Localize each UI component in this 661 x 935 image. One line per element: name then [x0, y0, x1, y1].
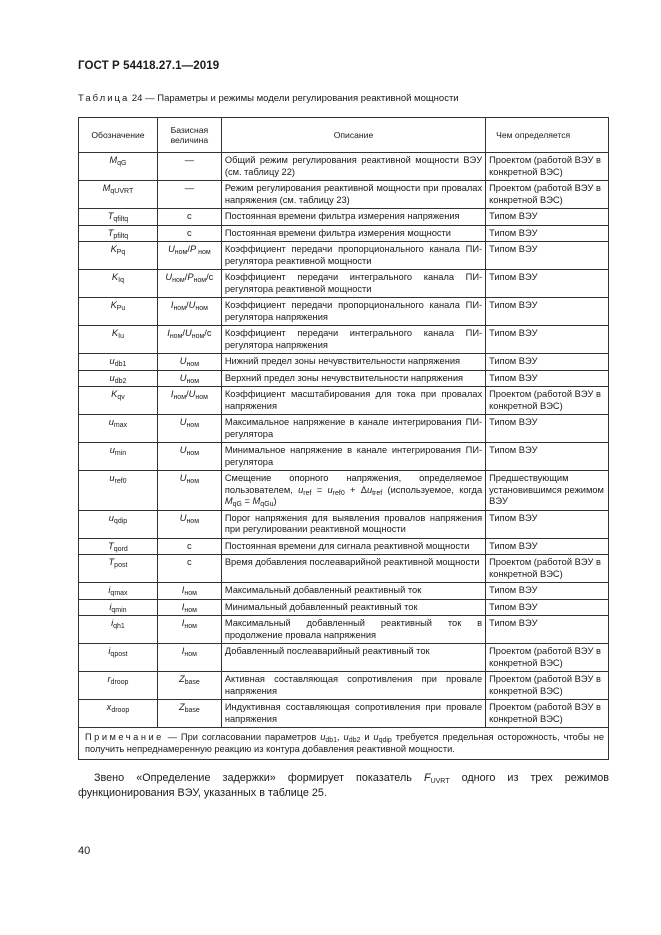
defined-by: Проектом (работой ВЭУ в конкретной ВЭС) [486, 672, 609, 700]
table-body [79, 153, 609, 728]
defined-by: Проектом (работой ВЭУ в конкретной ВЭС) [486, 153, 609, 181]
defined-by: Типом ВЭУ [486, 354, 609, 371]
column-header-description: Описание [221, 118, 485, 153]
parameter-description: Нижний предел зоны нечувствительности напряжения [221, 354, 485, 371]
defined-by: Типом ВЭУ [486, 538, 609, 555]
parameter-description: Общий режим регулирования реактивной мощности ВЭУ (см. таблицу 22) [221, 153, 485, 181]
table-caption-title: — Параметры и режимы модели регулирования реактивной мощности [142, 93, 459, 104]
parameter-symbol: $x_{droop}$ [79, 700, 158, 728]
table-row [79, 555, 609, 583]
body-paragraph: Звено «Определение задержки» формирует показатель $F_{UVRT}$ одного из трех режимов функционирования ВЭУ, указанных в таблице 25. [78, 772, 609, 799]
defined-by: Типом ВЭУ [486, 599, 609, 616]
parameter-description: Смещение опорного напряжения, определяемое пользователем, $u_{ref} = u_{ref0} + \Delta u_{tref}$ (используемое, когда $M_{qG} = M_{qGu}$) [221, 471, 485, 511]
base-quantity: $Z_{base}$ [157, 700, 221, 728]
table-note-row [79, 728, 609, 760]
defined-by: Проектом (работой ВЭУ в конкретной ВЭС) [486, 181, 609, 209]
parameter-symbol: $u_{max}$ [79, 415, 158, 443]
table-row [79, 209, 609, 226]
parameter-description: Максимальный добавленный реактивный ток в продолжение провала напряжения [221, 616, 485, 644]
parameter-symbol: $K_{Pu}$ [79, 298, 158, 326]
defined-by: Проектом (работой ВЭУ в конкретной ВЭС) [486, 700, 609, 728]
parameter-symbol: $K_{qv}$ [79, 387, 158, 415]
defined-by: Проектом (работой ВЭУ в конкретной ВЭС) [486, 555, 609, 583]
defined-by: Предшествующим установившимся режимом ВЭУ [486, 471, 609, 511]
table-row [79, 443, 609, 471]
parameter-symbol: $i_{qpost}$ [79, 644, 158, 672]
base-quantity: $I_{ном}$ [157, 644, 221, 672]
table-row [79, 270, 609, 298]
parameter-description: Коэффициент передачи пропорционального канала ПИ-регулятора напряжения [221, 298, 485, 326]
base-quantity: $U_{ном}$ [157, 510, 221, 538]
parameters-table [78, 117, 609, 760]
parameter-description: Индуктивная составляющая сопротивления при провале напряжения [221, 700, 485, 728]
table-caption [78, 93, 459, 104]
table-row [79, 242, 609, 270]
defined-by: Типом ВЭУ [486, 370, 609, 387]
defined-by: Типом ВЭУ [486, 415, 609, 443]
table-caption-number: 24 [131, 93, 143, 104]
base-quantity: $I_{ном}$ [157, 583, 221, 600]
note-label: Примечание [85, 732, 164, 742]
parameter-description: Коэффициент передачи интегрального канала ПИ-регулятора реактивной мощности [221, 270, 485, 298]
base-quantity: с [157, 225, 221, 242]
table-header-row [79, 118, 609, 153]
base-quantity: с [157, 555, 221, 583]
parameter-description: Верхний предел зоны нечувствительности напряжения [221, 370, 485, 387]
parameter-symbol: $T_{post}$ [79, 555, 158, 583]
parameter-symbol: $u_{db2}$ [79, 370, 158, 387]
parameter-description: Минимальное напряжение в канале интегрирования ПИ-регулятора [221, 443, 485, 471]
table-row [79, 298, 609, 326]
parameter-symbol: $i_{qmax}$ [79, 583, 158, 600]
table-note: Примечание — При согласовании параметров $u_{db1}$, $u_{db2}$ и $u_{qdip}$ требуется предельная осторожность, чтобы не получить непреднамеренную реакцию из контура добавления реактивной мощности. [79, 728, 609, 760]
parameter-description: Постоянная времени фильтра измерения мощности [221, 225, 485, 242]
parameter-symbol: $u_{qdip}$ [79, 510, 158, 538]
base-quantity: с [157, 538, 221, 555]
defined-by: Типом ВЭУ [486, 209, 609, 226]
defined-by: Типом ВЭУ [486, 443, 609, 471]
parameter-symbol: $r_{droop}$ [79, 672, 158, 700]
parameter-symbol: $K_{Pq}$ [79, 242, 158, 270]
defined-by: Типом ВЭУ [486, 510, 609, 538]
base-quantity: $I_{ном}$ [157, 616, 221, 644]
table-row [79, 181, 609, 209]
defined-by: Типом ВЭУ [486, 326, 609, 354]
defined-by: Типом ВЭУ [486, 583, 609, 600]
table-row [79, 644, 609, 672]
table-row [79, 471, 609, 511]
base-quantity: $U_{ном}/P_{ном}/с$ [157, 270, 221, 298]
parameter-description: Коэффициент передачи интегрального канала ПИ-регулятора напряжения [221, 326, 485, 354]
parameter-symbol: $M_{qG}$ [79, 153, 158, 181]
table-row [79, 225, 609, 242]
parameter-description: Порог напряжения для выявления провалов напряжения при регулировании реактивной мощности [221, 510, 485, 538]
base-quantity: $I_{ном}/U_{ном}/с$ [157, 326, 221, 354]
base-quantity: $U_{ном}$ [157, 354, 221, 371]
defined-by: Типом ВЭУ [486, 270, 609, 298]
parameter-description: Коэффициент масштабирования для тока при провалах напряжения [221, 387, 485, 415]
parameter-symbol: $M_{qUVRT}$ [79, 181, 158, 209]
table-row [79, 538, 609, 555]
parameter-symbol: $T_{qfiltq}$ [79, 209, 158, 226]
parameter-symbol: $K_{Iq}$ [79, 270, 158, 298]
column-header-symbol: Обозначение [79, 118, 158, 153]
parameter-description: Постоянная времени фильтра измерения напряжения [221, 209, 485, 226]
defined-by: Типом ВЭУ [486, 616, 609, 644]
base-quantity: — [157, 181, 221, 209]
parameter-symbol: $i_{qh1}$ [79, 616, 158, 644]
defined-by: Типом ВЭУ [486, 225, 609, 242]
table-row [79, 583, 609, 600]
table-row [79, 510, 609, 538]
table-row [79, 599, 609, 616]
base-quantity: $I_{ном}/U_{ном}$ [157, 387, 221, 415]
page-number: 40 [78, 845, 91, 857]
base-quantity: $U_{ном}$ [157, 443, 221, 471]
base-quantity: с [157, 209, 221, 226]
parameter-description: Время добавления послеаварийной реактивной мощности [221, 555, 485, 583]
base-quantity: $U_{ном}/P$ $_{ном}$ [157, 242, 221, 270]
parameter-description: Максимальное напряжение в канале интегрирования ПИ-регулятора [221, 415, 485, 443]
table-row [79, 415, 609, 443]
parameter-symbol: $u_{db1}$ [79, 354, 158, 371]
defined-by: Типом ВЭУ [486, 298, 609, 326]
base-quantity: — [157, 153, 221, 181]
parameter-description: Активная составляющая сопротивления при провале напряжения [221, 672, 485, 700]
document-header: ГОСТ Р 54418.27.1—2019 [78, 60, 220, 72]
parameter-description: Постоянная времени для сигнала реактивной мощности [221, 538, 485, 555]
base-quantity: $U_{ном}$ [157, 415, 221, 443]
defined-by: Типом ВЭУ [486, 242, 609, 270]
parameter-symbol: $T_{qord}$ [79, 538, 158, 555]
defined-by: Проектом (работой ВЭУ в конкретной ВЭС) [486, 644, 609, 672]
base-quantity: $I_{ном}$ [157, 599, 221, 616]
table-row [79, 700, 609, 728]
table-row [79, 387, 609, 415]
table-row [79, 354, 609, 371]
parameter-description: Максимальный добавленный реактивный ток [221, 583, 485, 600]
table-row [79, 672, 609, 700]
table-caption-label: Таблица [78, 93, 130, 104]
parameter-description: Минимальный добавленный реактивный ток [221, 599, 485, 616]
parameter-symbol: $u_{min}$ [79, 443, 158, 471]
parameter-symbol: $u_{ref0}$ [79, 471, 158, 511]
base-quantity: $U_{ном}$ [157, 370, 221, 387]
parameter-symbol: $i_{qmin}$ [79, 599, 158, 616]
column-header-base: Базисная величина [157, 118, 221, 153]
base-quantity: $I_{ном}/U_{ном}$ [157, 298, 221, 326]
column-header-source: Чем определяется [486, 118, 609, 153]
table-row [79, 616, 609, 644]
table-row [79, 370, 609, 387]
parameter-symbol: $T_{pfiltq}$ [79, 225, 158, 242]
table-row [79, 326, 609, 354]
parameter-description: Добавленный послеаварийный реактивный ток [221, 644, 485, 672]
base-quantity: $U_{ном}$ [157, 471, 221, 511]
defined-by: Проектом (работой ВЭУ в конкретной ВЭС) [486, 387, 609, 415]
parameter-description: Режим регулирования реактивной мощности при провалах напряжения (см. таблицу 23) [221, 181, 485, 209]
parameter-description: Коэффициент передачи пропорционального канала ПИ-регулятора реактивной мощности [221, 242, 485, 270]
table-row [79, 153, 609, 181]
base-quantity: $Z_{base}$ [157, 672, 221, 700]
parameter-symbol: $K_{Iu}$ [79, 326, 158, 354]
